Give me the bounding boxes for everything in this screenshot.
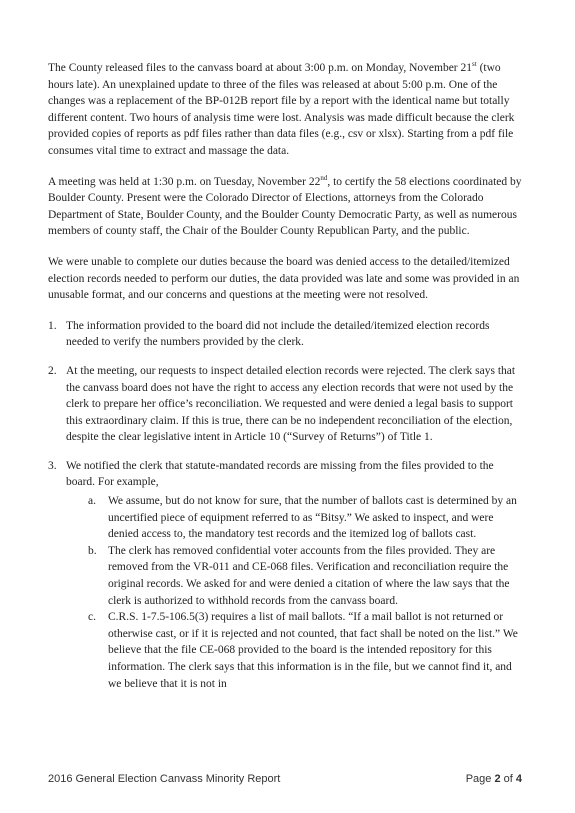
numbered-list [48, 318, 522, 692]
list-item-text: At the meeting, our requests to inspect detailed election records were rejected. The clerk says that the canvass board does not have the right to access any election records that were not used by the clerk to prepare her office’s reconciliation. We requested and were denied a legal basis to support this extraordinary claim. If this is true, there can be no independent reconciliation of the election, despite the clear legislative intent in Article 10 (“Survey of Returns”) of Title 1. [66, 364, 516, 444]
paragraph-text: (two hours late). An unexplained update to three of the files was released at about 5:00 p.m. One of the changes was a replacement of the BP-012B report file by a report with the identical name but totally different content. Two hours of analysis time were lost. Analysis was made difficult because the clerk provided copies of reports as pdf files rather than data files (e.g., csv or xlsx). Starting from a pdf file consumes vital time to extract and massage the data. [48, 62, 515, 157]
sub-list-item-text: C.R.S. 1-7.5-106.5(3) requires a list of mail ballots. “If a mail ballot is not returned or otherwise cast, or if it is rejected and not counted, that fact shall be noted on the list.” We believe that the file CE-068 provided to the board is the intended repository for this information. The clerk says that this information is in the file, but we cannot find it, and we believe that it is not in [108, 611, 518, 690]
list-item [48, 363, 522, 446]
paragraph-meeting [48, 174, 522, 240]
sub-list-item [66, 493, 522, 543]
page-number-of: of [500, 773, 516, 785]
list-item [48, 458, 522, 692]
paragraph-unable-to-complete: We were unable to complete our duties because the board was denied access to the detailed/itemized election records needed to perform our duties, the data provided was late and some was provided in an unusable format, and our concerns and questions at the meeting were not resolved. [48, 255, 520, 302]
sub-list-marker: b. [88, 544, 97, 557]
paragraph-text: The County released files to the canvass board at about 3:00 p.m. on Monday, November 21 [48, 62, 473, 74]
sub-list [66, 493, 522, 692]
sub-list-marker: a. [88, 495, 96, 508]
page-footer [48, 771, 522, 787]
ordinal-suffix: st [472, 60, 477, 69]
list-marker: 1. [48, 319, 57, 332]
paragraph-files-released [48, 60, 522, 160]
list-marker: 3. [48, 459, 57, 472]
list-item [48, 318, 522, 351]
sub-list-item [66, 543, 522, 609]
page-number-prefix: Page [465, 773, 495, 785]
sub-list-item-text: The clerk has removed confidential voter accounts from the files provided. They are removed from the VR-011 and CE-068 files. Verification and reconciliation require the original records. We asked for and were denied a citation of where the law says that the clerk is authorized to withhold records from the canvass board. [108, 544, 510, 607]
page-number [466, 771, 522, 788]
page-number-current: 2 [494, 773, 501, 785]
list-item-text: The information provided to the board did not include the detailed/itemized election records needed to verify the numbers provided by the clerk. [66, 319, 490, 349]
list-item-text: We notified the clerk that statute-mandated records are missing from the files provided to the board. For example, [66, 459, 494, 489]
paragraph-text: A meeting was held at 1:30 p.m. on Tuesday, November 22 [48, 175, 321, 188]
footer-report-title: 2016 General Election Canvass Minority Report [48, 773, 281, 785]
page-number-total: 4 [515, 773, 522, 785]
sub-list-item [66, 609, 522, 692]
sub-list-item-text: We assume, but do not know for sure, that the number of ballots cast is determined by an uncertified piece of equipment referred to as “Bitsy.” We asked to inspect, and were denied access to, the mandatory test records and the itemized log of ballots cast. [108, 495, 517, 541]
ordinal-suffix: nd [320, 173, 328, 182]
page-body [48, 60, 522, 704]
paragraph-text: , to certify the 58 elections coordinated by Boulder County. Present were the Colorado Director of Elections, attorneys from the Colorado Department of State, Boulder County, and the Boulder County Democratic Party, as well as numerous members of county staff, the Chair of the Boulder County Republican Party, and the public. [48, 175, 522, 238]
sub-list-marker: c. [88, 611, 96, 624]
list-marker: 2. [48, 364, 57, 377]
